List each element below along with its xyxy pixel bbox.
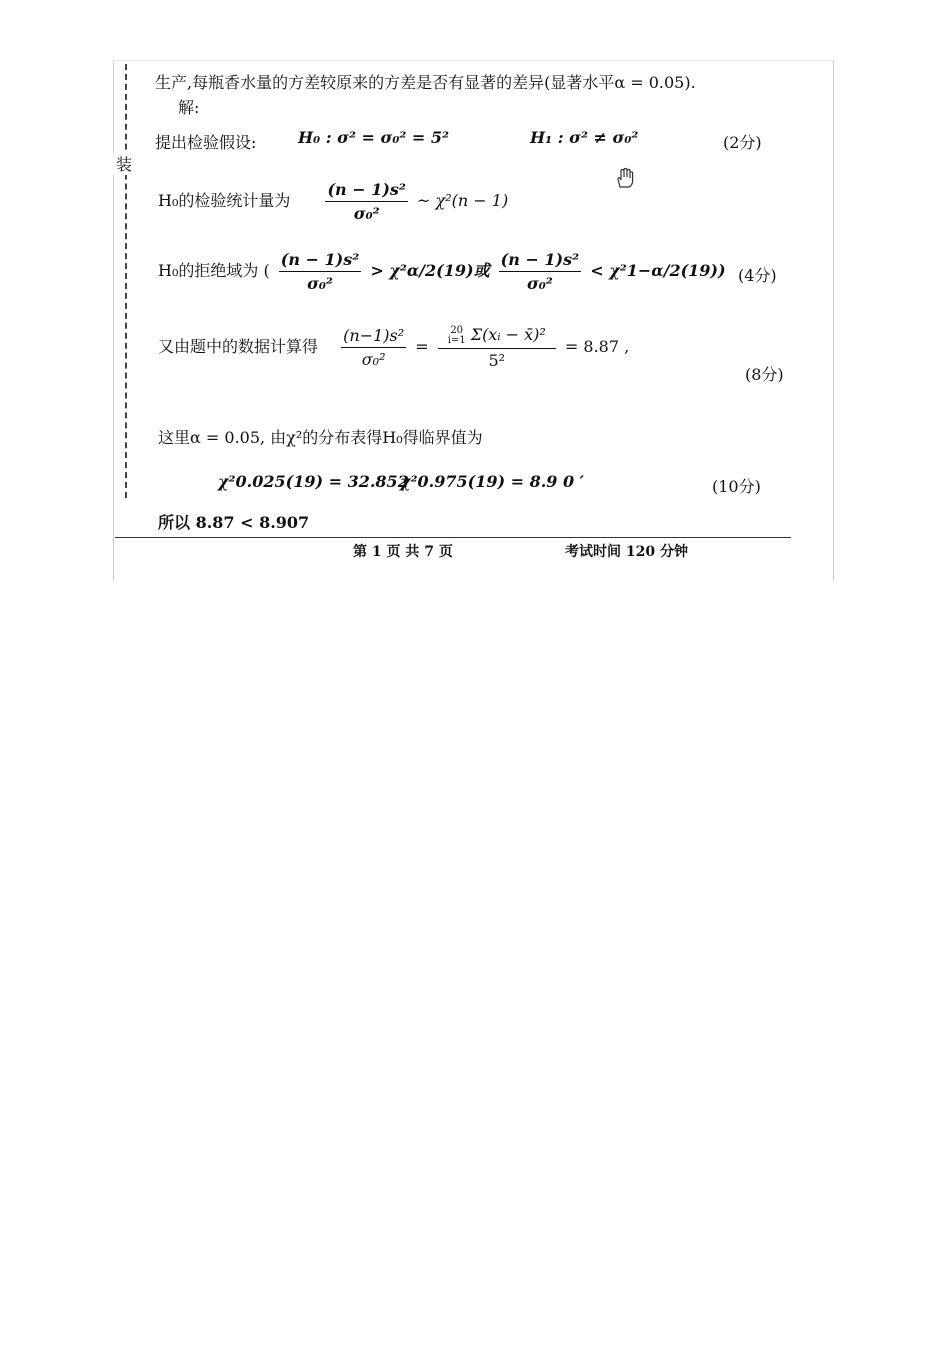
statistic-fraction [325,180,407,223]
score-4: (4分) [738,266,777,285]
reject-fraction-2 [499,250,581,293]
compute-label: 又由题中的数据计算得 [158,336,319,356]
solution-label: 解: [178,98,200,117]
compute-denominator-2: 5² [488,350,506,370]
sum-lower-limit: i=1 [447,334,466,346]
reject-lower: < χ²1−α/2(19)) [590,261,726,280]
reject-numerator-1: (n − 1)s² [279,250,361,272]
critical-value-2: χ²0.975(19) = 8.9 0 ′ [400,472,584,491]
reject-region-line [158,250,726,293]
compute-numerator-1: (n−1)s² [341,326,406,348]
exam-time: 考试时间 120 分钟 [565,544,688,560]
critical-value-1: χ²0.025(19) = 32.852 [218,472,409,491]
binding-mark: 装 [113,152,135,175]
hypothesis-label: 提出检验假设: [155,133,257,152]
compute-fraction-1 [341,326,406,369]
conclusion: 所以 8.87 < 8.907 [158,513,310,532]
page-number: 第 1 页 共 7 页 [353,544,453,560]
reject-numerator-2: (n − 1)s² [499,250,581,272]
statistic-line [158,180,508,223]
reject-upper: > χ²α/2(19)或 [370,261,490,280]
score-8: (8分) [745,365,784,384]
null-hypothesis: H₀ : σ² = σ₀² = 5² [298,128,450,147]
statistic-distribution: ~ χ²(n − 1) [417,191,509,210]
sum-upper-limit: 20 [450,324,464,336]
score-10: (10分) [712,477,761,496]
compute-fraction-2 [438,325,556,370]
question-intro: 生产,每瓶香水量的方差较原来的方差是否有显著的差异(显著水平α = 0.05). [155,73,696,92]
reject-fraction-1 [279,250,361,293]
statistic-numerator: (n − 1)s² [325,180,407,202]
compute-line: 又由题中的数据计算得 $\frac{\text{(n−1)s²}}{\text{σ₀²}}$ = 20 i=1 Σ(xᵢ − x̄)² 5² = 8.87 , [158,324,630,370]
reject-denominator-2: σ₀² [527,274,553,293]
reject-label: H₀的拒绝域为 ( [158,261,270,280]
compute-numerator-2 [438,325,556,349]
statistic-denominator: σ₀² [353,204,380,223]
reject-denominator-1: σ₀² [307,274,333,293]
alpha-line: 这里α = 0.05, 由χ²的分布表得H₀得临界值为 [158,428,483,447]
sum-expression: Σ(xᵢ − x̄)² [470,325,546,344]
score-2: (2分) [723,133,762,152]
binding-dashed-line [125,64,127,498]
compute-denominator-1: σ₀² [361,349,386,369]
compute-result: = 8.87 , [564,336,630,356]
statistic-label: H₀的检验统计量为 [158,191,291,210]
footer-divider [115,537,791,538]
alt-hypothesis: H₁ : σ² ≠ σ₀² [530,128,639,147]
hand-cursor-icon [614,167,636,189]
